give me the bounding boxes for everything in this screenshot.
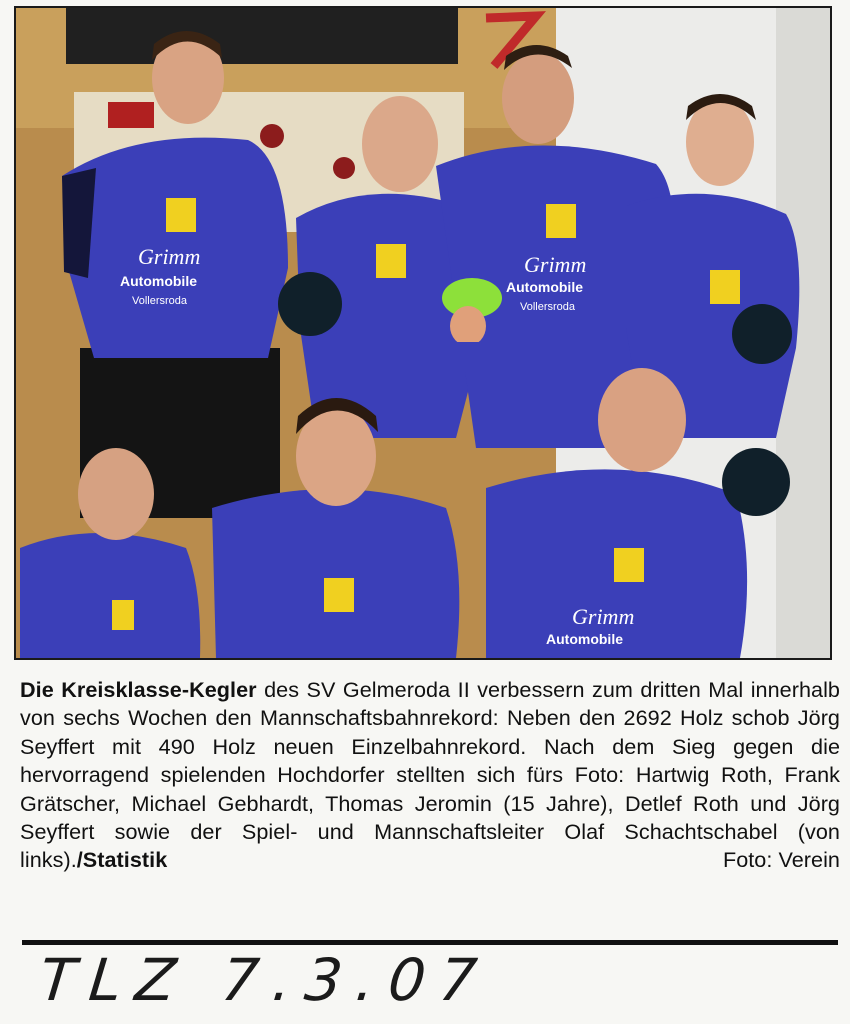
- jersey-text-town: Vollersroda: [132, 295, 188, 307]
- jersey-text-automobile: Automobile: [120, 273, 197, 289]
- team-photo-illustration: [16, 8, 830, 658]
- caption-body: des SV Gelmeroda II verbessern zum dritten Mal innerhalb von sechs Wochen den Mannschaftsbahnrekord: Neben den 2692 Holz schob Jörg Seyffert mit 490 Holz neuen Einzelbahnrekord. Nach dem Sieg gegen die hervorragend spielenden Hochdorfer stellten sich fürs Foto: Hartwig Roth, Frank Grätscher, Michael Gebhardt, Thomas Jeromin (15 Jahre), Detlef Roth und Jörg Seyffert sowie der Spiel- und Mannschaftsleiter Olaf Schachtschabel (von links).: [20, 677, 840, 873]
- team-photo: [14, 6, 832, 660]
- jersey-text-automobile: Automobile: [506, 279, 583, 295]
- caption-lead: Die Kreisklasse-Kegler: [20, 677, 257, 702]
- jersey-text-automobile: Automobile: [546, 631, 623, 647]
- jersey-text-grimm: Grimm: [572, 604, 635, 629]
- jersey-text-grimm: Grimm: [524, 252, 587, 277]
- photo-caption: [20, 676, 840, 875]
- photo-credit: Foto: Verein: [722, 847, 840, 873]
- jersey-text-grimm: Grimm: [138, 244, 201, 269]
- handwritten-date-note: TLZ 7.3.07: [36, 946, 494, 1014]
- divider-rule: [22, 940, 838, 945]
- jersey-text-town: Vollersroda: [520, 301, 576, 313]
- caption-source: /Statistik: [76, 847, 168, 873]
